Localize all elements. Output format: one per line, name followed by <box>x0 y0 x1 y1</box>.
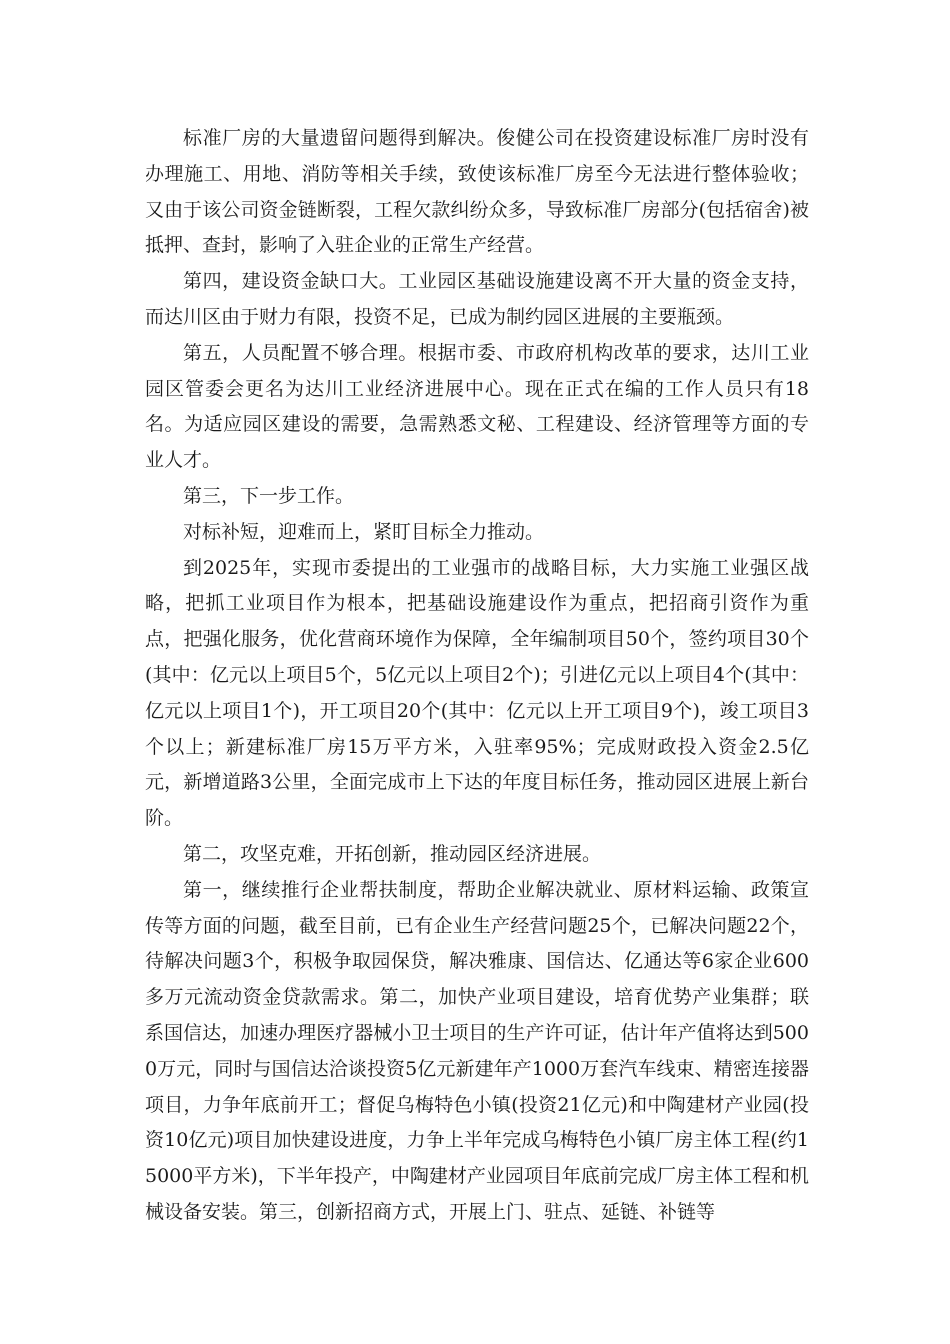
paragraph-funding-gap: 第四，建设资金缺口大。工业园区基础设施建设离不开大量的资金支持，而达川区由于财力有限，投资不足，已成为制约园区进展的主要瓶颈。 <box>145 270 809 328</box>
body-text <box>145 121 809 1231</box>
paragraph-next-steps-heading: 第三，下一步工作。 <box>183 484 355 507</box>
paragraph-innovation-heading: 第二，攻坚克难，开拓创新，推动园区经济进展。 <box>183 842 602 865</box>
paragraph-next-steps-summary: 对标补短，迎难而上，紧盯目标全力推动。 <box>183 520 545 543</box>
paragraph-standard-factory-issues: 标准厂房的大量遗留问题得到解决。俊健公司在投资建设标准厂房时没有办理施工、用地、消防等相关手续，致使该标准厂房至今无法进行整体验收；又由于该公司资金链断裂，工程欠款纠纷众多，导致标准厂房部分(包括宿舍)被抵押、查封，影响了入驻企业的正常生产经营。 <box>145 127 809 257</box>
paragraph-enterprise-support: 第一，继续推行企业帮扶制度，帮助企业解决就业、原材料运输、政策宣传等方面的问题，截至目前，已有企业生产经营问题25个，已解决问题22个，待解决问题3个，积极争取园保贷，解决雅康、国信达、亿通达等6家企业600多万元流动资金贷款需求。第二，加快产业项目建设，培育优势产业集群；联系国信达，加速办理医疗器械小卫士项目的生产许可证，估计年产值将达到5000万元，同时与国信达洽谈投资5亿元新建年产1000万套汽车线束、精密连接器项目，力争年底前开工；督促乌梅特色小镇(投资21亿元)和中陶建材产业园(投资10亿元)项目加快建设进度，力争上半年完成乌梅特色小镇厂房主体工程(约15000平方米)，下半年投产，中陶建材产业园项目年底前完成厂房主体工程和机械设备安装。第三，创新招商方式，开展上门、驻点、延链、补链等 <box>145 878 809 1223</box>
paragraph-2025-targets: 到2025年，实现市委提出的工业强市的战略目标，大力实施工业强区战略，把抓工业项目作为根本，把基础设施建设作为重点，把招商引资作为重点，把强化服务，优化营商环境作为保障，全年编制项目50个，签约项目30个(其中：亿元以上项目5个，5亿元以上项目2个)；引进亿元以上项目4个(其中：亿元以上项目1个)，开工项目20个(其中：亿元以上开工项目9个)，竣工项目3个以上；新建标准厂房15万平方米，入驻率95%；完成财政投入资金2.5亿元，新增道路3公里，全面完成市上下达的年度目标任务，推动园区进展上新台阶。 <box>145 556 809 830</box>
paragraph-staffing: 第五，人员配置不够合理。根据市委、市政府机构改革的要求，达川工业园区管委会更名为达川工业经济进展中心。现在正式在编的工作人员只有18名。为适应园区建设的需要，急需熟悉文秘、工程建设、经济管理等方面的专业人才。 <box>145 341 809 472</box>
